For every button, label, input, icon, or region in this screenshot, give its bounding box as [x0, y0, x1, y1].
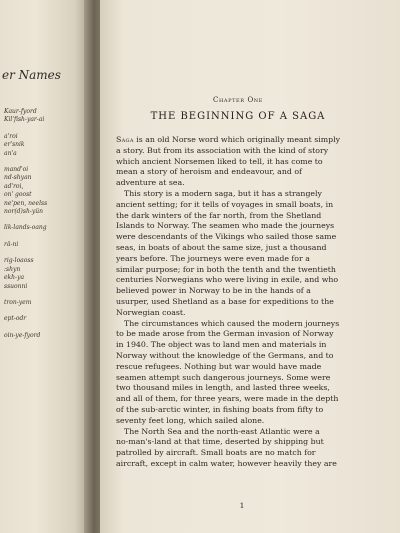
text-line: mean a story of heroism and endeavour, and of — [116, 167, 302, 177]
text-line: no-man's-land at that time, deserted by shipping but — [116, 437, 324, 447]
pronunciation-entry: a'roi — [4, 132, 18, 140]
text-line: which ancient Norsemen liked to tell, it has come to — [116, 156, 323, 166]
pronunciation-entry: Kaur-fyord — [4, 108, 37, 115]
pronunciation-entry: oin-ye-fyord — [4, 331, 41, 339]
pronunciation-entry: :shyn — [4, 265, 21, 273]
text-line: Norway without the knowledge of the Germans, and to — [116, 350, 334, 360]
text-line: Islands to Norway. The seamen who made the journeys — [116, 221, 335, 231]
text-line: similar purpose; for in both the tenth and the twentieth — [116, 264, 336, 274]
pronunciation-entry: mand'oi — [4, 166, 29, 174]
pronunciation-entry: tron-yem — [4, 298, 32, 306]
text-line: usurper, used Shetland as a base for expeditions to the — [116, 296, 334, 306]
pronunciation-entry: Kil'fish-yar-ai — [4, 116, 45, 124]
text-line: Norwegian coast. — [116, 307, 186, 317]
text-line: the dark winters of the far north, from the Shetland — [116, 210, 322, 220]
text-line: seas, in boats of about the same size, just a thousand — [116, 242, 327, 252]
text-line: in 1940. The object was to land men and materials in — [116, 340, 327, 350]
pronunciation-entry: on' goost — [4, 191, 32, 199]
chapter-title: THE BEGINNING OF A SAGA — [150, 111, 326, 122]
text-line: aircraft, except in calm water, however heavily they are — [116, 458, 337, 468]
text-line: two thousand miles in length, and lasted three weeks, — [116, 383, 330, 393]
text-line: The circumstances which caused the modern journeys — [124, 318, 340, 328]
pronunciation-entry: nd-shyan — [4, 174, 32, 182]
text-line: seventy feet long, which sailed alone. — [116, 415, 265, 425]
page-number: 1 — [239, 501, 245, 510]
text-line: patrolled by aircraft. Small boats are no match for — [116, 448, 316, 458]
pronunciation-entry: ekh-ya — [4, 274, 25, 282]
text-line: seamen attempt such dangerous journeys. Some were — [116, 372, 331, 382]
pronunciation-entry: an'a — [4, 149, 17, 157]
pronunciation-entry: ne'pen, neelss — [4, 199, 48, 207]
pronunciation-entry: rä-ni — [4, 240, 19, 248]
text-line: and all of them, for three years, were made in the depth — [116, 394, 339, 404]
pronunciation-entry: lik-lands-oang — [4, 224, 47, 232]
chapter-label: Chapter One — [212, 96, 264, 104]
text-line: ancient setting; for it tells of voyages in small boats, in — [116, 199, 334, 209]
pronunciation-entry: ept-odr — [4, 315, 27, 323]
text-line: This story is a modern saga, but it has a strangely — [124, 188, 322, 198]
text-line: years before. The journeys were even made for a — [116, 253, 310, 263]
chapter-body-text — [116, 135, 392, 470]
pronunciation-entry: nor(d)sh-yün — [4, 208, 43, 216]
text-line: to be made arose from the German invasion of Norway — [116, 329, 334, 339]
pronunciation-entry: ssuonni — [4, 282, 28, 290]
first-word: Saga — [116, 135, 134, 144]
text-line: believed power in Norway to be in the hands of a — [116, 286, 311, 296]
text-line: adventure at sea. — [116, 178, 185, 188]
pronunciation-entry: ad'roi, — [4, 182, 24, 190]
text-line: were descendants of the Vikings who sailed those same — [116, 232, 337, 242]
text-line-rest: is an old Norse word which originally meant simply — [133, 135, 340, 144]
text-line: rescue refugees. Nothing but war would have made — [116, 361, 322, 371]
pronunciation-entry: rig-loaoss — [4, 257, 34, 265]
text-line — [116, 135, 392, 146]
pronunciation-list — [4, 108, 88, 340]
text-line: centuries Norwegians who were living in exile, and who — [116, 275, 339, 285]
left-page-heading: er Names — [2, 68, 61, 82]
pronunciation-entry: er'snik — [4, 141, 25, 149]
left-page — [0, 0, 88, 533]
text-line: a story. But from its association with the kind of story — [116, 145, 329, 155]
text-line: The North Sea and the north-east Atlantic were a — [124, 426, 320, 436]
text-line: of the sub-arctic winter, in fishing boats from fifty to — [116, 404, 324, 414]
